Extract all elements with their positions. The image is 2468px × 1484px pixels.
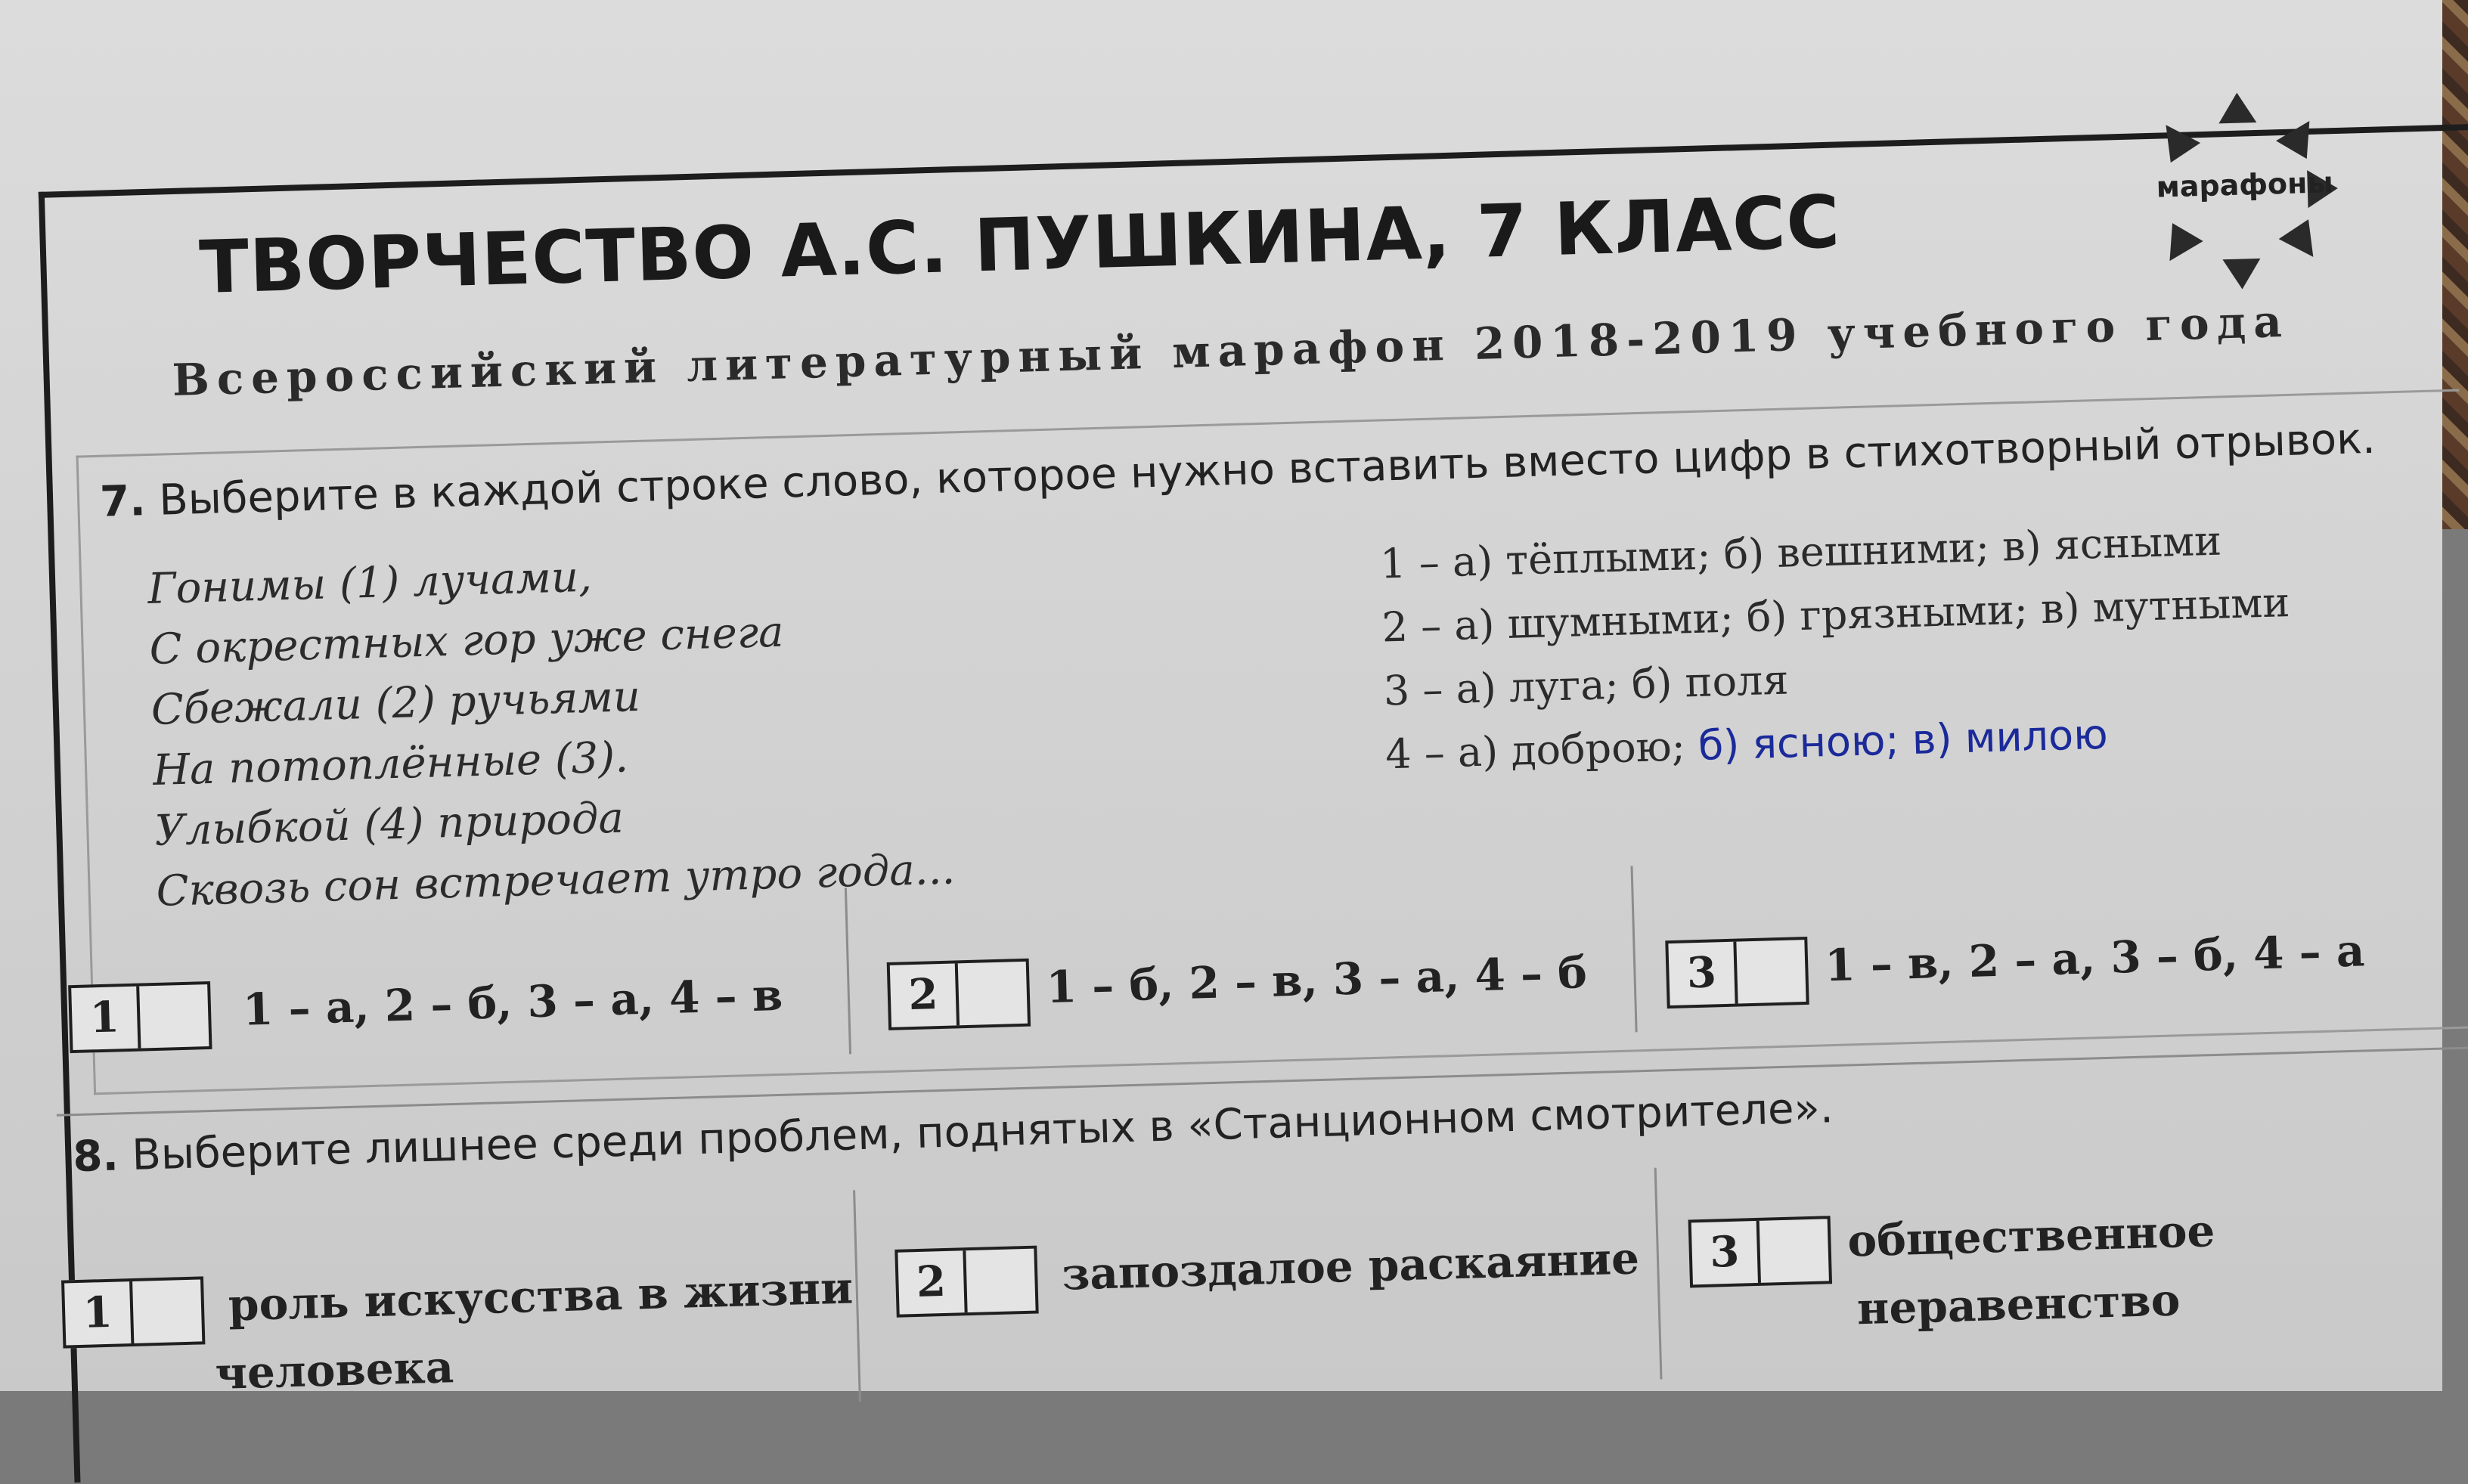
answer-cell (853, 1168, 1662, 1402)
poem-line: На потоплённые (3). (152, 733, 629, 795)
option-line-3: 3 – а) луга; б) поля (1383, 655, 1790, 715)
question-7-text: Выберите в каждой строке слово, которое нужно вставить вместо цифр в стихотворный отрывок. (158, 414, 2377, 525)
page-subtitle: Всероссийский литературный марафон 2018-2019 учебного года (171, 295, 2290, 407)
option-4-printed: 4 – а) доброю; (1384, 721, 1699, 779)
answer-text-line1: запоздалое раскаяние (1061, 1232, 1640, 1300)
answer-cell (59, 1190, 858, 1424)
answer-cell (51, 888, 849, 1076)
answer-text-line1: роль искусства в жизни (228, 1262, 854, 1331)
poem-line: Сквозь сон встречает утро года... (155, 844, 956, 916)
answer-text-line1: общественное (1846, 1205, 2216, 1267)
question-7-number: 7. (99, 476, 147, 527)
poem-excerpt (147, 538, 956, 922)
poem-line: С окрестных гор уже снега (148, 607, 785, 675)
answer-cell (845, 866, 1638, 1054)
answer-checkbox[interactable]: 1 (68, 981, 212, 1053)
page-title: ТВОРЧЕСТВО А.С. ПУШКИНА, 7 КЛАСС (198, 179, 1842, 310)
answer-text: 1 – а, 2 – б, 3 – а, 4 – в (242, 968, 784, 1036)
answer-text-line2: человека (214, 1341, 454, 1399)
option-line-2: 2 – а) шумными; б) грязными; в) мутными (1381, 578, 2291, 652)
poem-line: Улыбкой (4) природа (153, 793, 625, 856)
option-line-1: 1 – а) тёплыми; б) вешними; в) ясными (1379, 516, 2222, 588)
answer-checkbox[interactable]: 1 (61, 1276, 205, 1348)
answer-checkbox[interactable]: 3 (1665, 937, 1809, 1008)
answer-checkbox[interactable]: 2 (894, 1246, 1038, 1318)
answer-text: 1 – б, 2 – в, 3 – а, 4 – б (1045, 946, 1588, 1014)
marathon-logo (2123, 74, 2356, 307)
answer-checkbox[interactable]: 3 (1688, 1216, 1832, 1287)
answer-cell (1654, 1145, 2468, 1379)
poem-line: Сбежали (2) ручьями (150, 671, 641, 735)
question-8-text: Выберите лишнее среди проблем, поднятых в «Станционном смотрителе». (131, 1083, 1834, 1180)
logo-label: марафоны (2156, 166, 2334, 204)
answer-checkbox[interactable]: 2 (887, 959, 1031, 1030)
word-options (1379, 507, 2294, 786)
answer-cell (1630, 843, 2468, 1033)
answer-text-line2: неравенство (1856, 1274, 2181, 1335)
option-4-handwritten: б) ясною; в) милою (1698, 710, 2109, 770)
question-8-number: 8. (72, 1131, 119, 1182)
poem-line: Гонимы (1) лучами, (147, 552, 593, 615)
answer-text: 1 – в, 2 – а, 3 – б, 4 – а (1824, 925, 2366, 992)
